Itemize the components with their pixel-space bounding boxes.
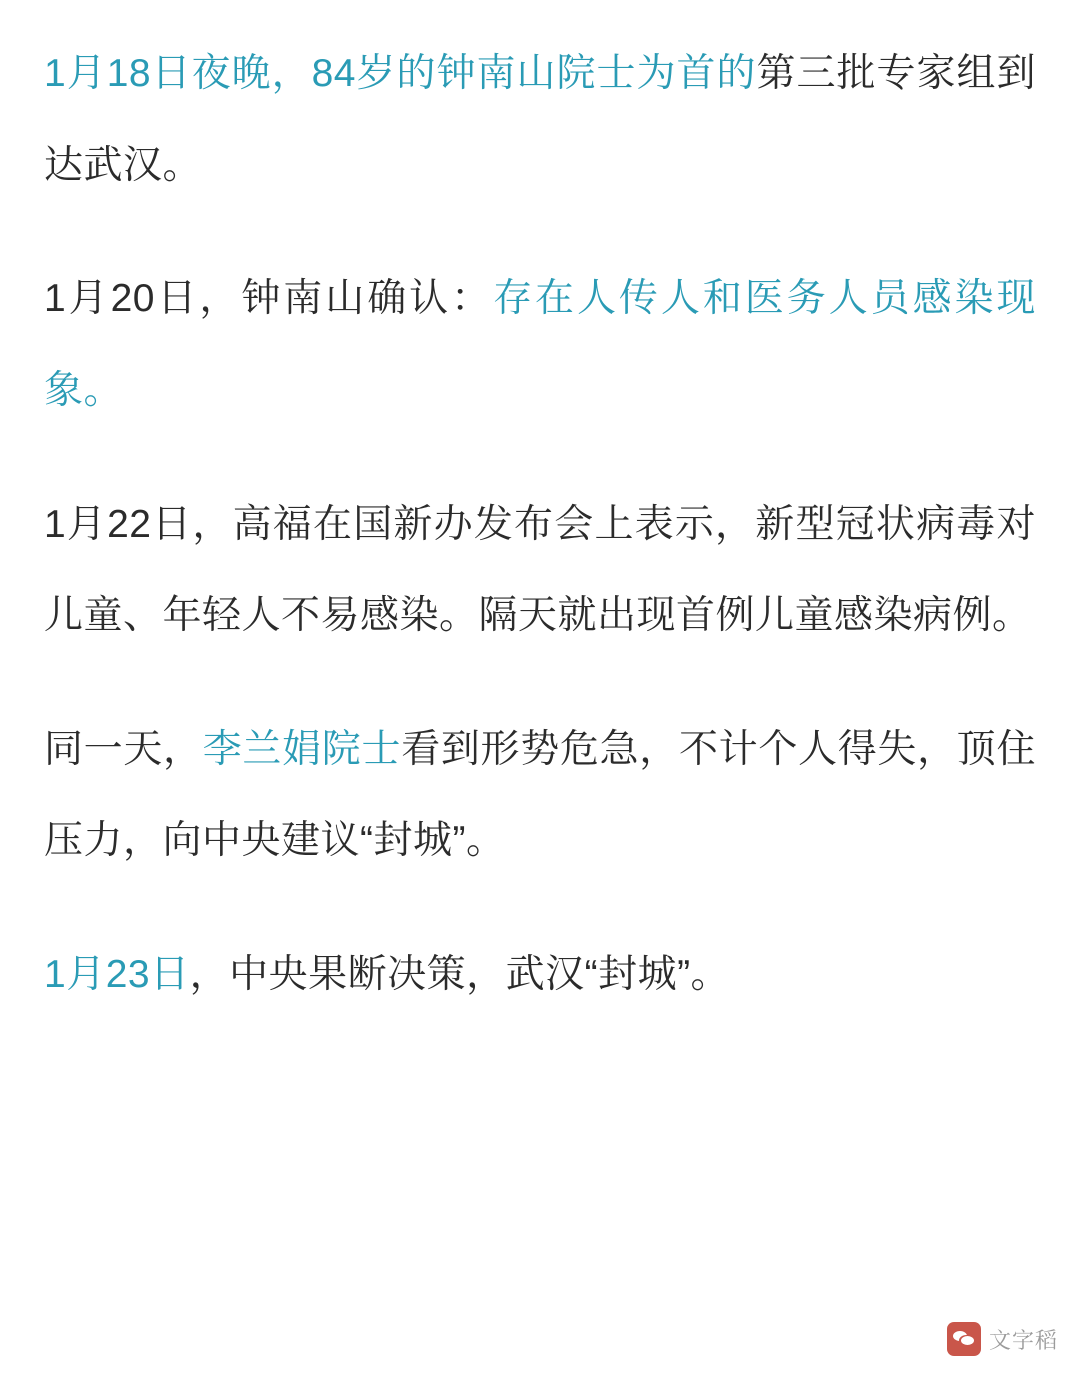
paragraph <box>44 929 1036 1021</box>
paragraph <box>44 28 1036 211</box>
highlighted-text: 1月23日 <box>44 953 190 997</box>
body-text: 第三批专家组到达武汉。 <box>44 52 1036 187</box>
body-text: 看到形势危急，不计个人得失，顶住压力，向中央建议“封城”。 <box>44 727 1036 863</box>
paragraph <box>44 253 1036 436</box>
watermark-label: 文字稻 <box>988 1327 1058 1353</box>
body-text: ，中央果断决策，武汉“封城”。 <box>189 953 731 997</box>
body-text: 同一天， <box>44 727 203 771</box>
highlighted-text: 李兰娟院士 <box>202 727 402 771</box>
paragraph <box>44 704 1036 887</box>
watermark <box>947 1322 1058 1356</box>
highlighted-text: 1月18日夜晚，84岁的钟南山院士为首的 <box>44 52 757 95</box>
paragraph <box>44 479 1036 662</box>
body-text: 1月20日，钟南山确认： <box>44 277 494 321</box>
highlighted-text: 存在人传人和医务人员感染现象。 <box>44 277 1036 412</box>
wechat-badge-icon <box>947 1322 981 1356</box>
body-text: 1月22日，高福在国新办发布会上表示，新型冠状病毒对儿童、年轻人不易感染。隔天就出现首例儿童感染病例。 <box>44 502 1036 638</box>
